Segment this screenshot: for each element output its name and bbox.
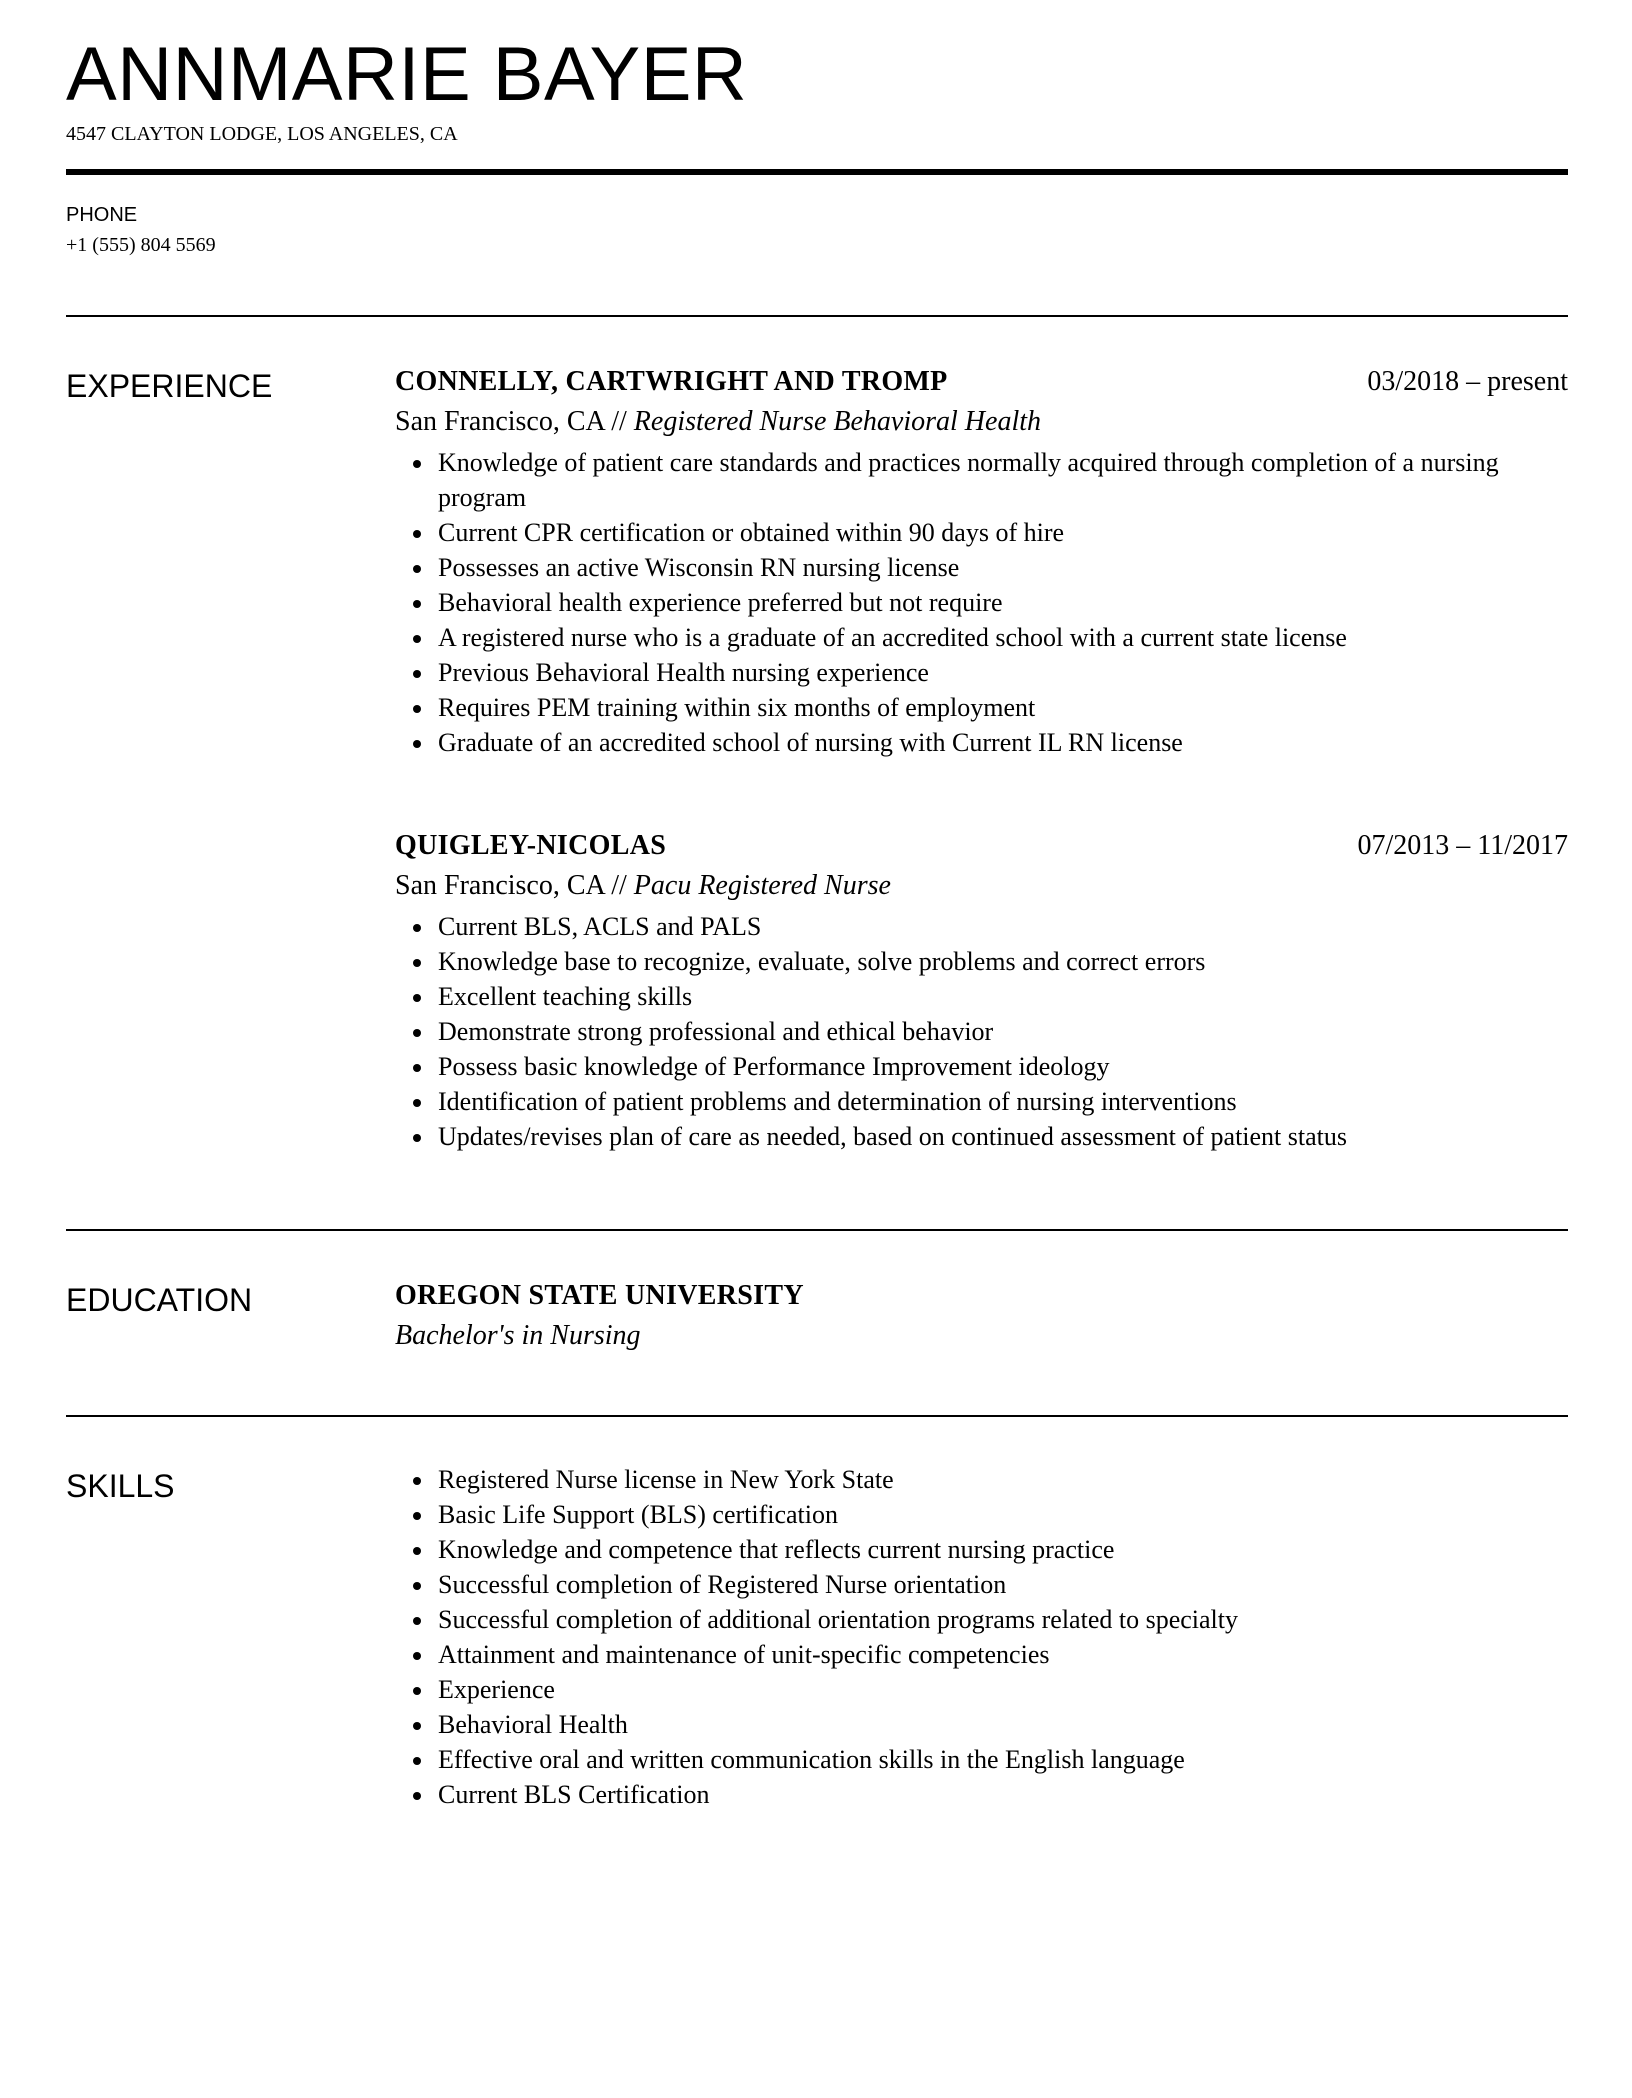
education-degree: Bachelor's in Nursing	[395, 1320, 641, 1351]
section-divider-experience	[66, 315, 1568, 317]
candidate-address: 4547 CLAYTON LODGE, LOS ANGELES, CA	[66, 123, 458, 145]
list-item: Previous Behavioral Health nursing experience	[438, 655, 1568, 690]
job-company: CONNELLY, CARTWRIGHT AND TROMP	[395, 366, 948, 397]
list-item: Attainment and maintenance of unit-specific competencies	[438, 1637, 1568, 1672]
list-item: Basic Life Support (BLS) certification	[438, 1497, 1568, 1532]
header-divider	[66, 169, 1568, 175]
list-item: Effective oral and written communication skills in the English language	[438, 1742, 1568, 1777]
list-item: Behavioral health experience preferred but not require	[438, 585, 1568, 620]
job-company: QUIGLEY-NICOLAS	[395, 830, 667, 861]
list-item: Requires PEM training within six months of employment	[438, 690, 1568, 725]
list-item: Updates/revises plan of care as needed, based on continued assessment of patient status	[438, 1119, 1568, 1154]
candidate-name: ANNMARIE BAYER	[66, 32, 748, 117]
job-entry	[395, 826, 1568, 1154]
list-item: Current BLS, ACLS and PALS	[438, 909, 1568, 944]
phone-value: +1 (555) 804 5569	[66, 234, 216, 256]
job-separator: //	[604, 870, 634, 901]
skills-section-title: SKILLS	[66, 1468, 175, 1504]
skills-entry	[395, 1462, 1568, 1812]
list-item: Experience	[438, 1672, 1568, 1707]
job-location: San Francisco, CA	[395, 870, 605, 901]
education-school: OREGON STATE UNIVERSITY	[395, 1280, 804, 1311]
job-bullet-list	[395, 909, 1568, 1154]
skills-list	[395, 1462, 1568, 1812]
experience-section-title: EXPERIENCE	[66, 368, 273, 404]
list-item: Knowledge and competence that reflects current nursing practice	[438, 1532, 1568, 1567]
list-item: Registered Nurse license in New York State	[438, 1462, 1568, 1497]
education-entry	[395, 1276, 1568, 1356]
list-item: Successful completion of additional orientation programs related to specialty	[438, 1602, 1568, 1637]
job-bullet-list	[395, 445, 1568, 760]
job-dates: 07/2013 – 11/2017	[1357, 830, 1568, 861]
section-divider-skills	[66, 1415, 1568, 1417]
job-separator: //	[604, 406, 634, 437]
job-location: San Francisco, CA	[395, 406, 605, 437]
phone-label: PHONE	[66, 204, 138, 226]
list-item: Current CPR certification or obtained within 90 days of hire	[438, 515, 1568, 550]
list-item: A registered nurse who is a graduate of an accredited school with a current state license	[438, 620, 1568, 655]
list-item: Behavioral Health	[438, 1707, 1568, 1742]
job-role: Pacu Registered Nurse	[633, 870, 891, 901]
job-header	[395, 362, 1568, 402]
job-entry	[395, 362, 1568, 760]
list-item: Possesses an active Wisconsin RN nursing license	[438, 550, 1568, 585]
education-section-title: EDUCATION	[66, 1282, 253, 1318]
list-item: Current BLS Certification	[438, 1777, 1568, 1812]
job-subline	[395, 402, 1568, 442]
job-subline	[395, 866, 1568, 906]
list-item: Excellent teaching skills	[438, 979, 1568, 1014]
job-dates: 03/2018 – present	[1367, 366, 1568, 397]
list-item: Demonstrate strong professional and ethical behavior	[438, 1014, 1568, 1049]
list-item: Identification of patient problems and determination of nursing interventions	[438, 1084, 1568, 1119]
job-header	[395, 826, 1568, 866]
list-item: Graduate of an accredited school of nursing with Current IL RN license	[438, 725, 1568, 760]
list-item: Successful completion of Registered Nurse orientation	[438, 1567, 1568, 1602]
section-divider-education	[66, 1229, 1568, 1231]
job-role: Registered Nurse Behavioral Health	[633, 406, 1041, 437]
list-item: Possess basic knowledge of Performance Improvement ideology	[438, 1049, 1568, 1084]
list-item: Knowledge of patient care standards and practices normally acquired through completion of a nursing program	[438, 445, 1568, 515]
list-item: Knowledge base to recognize, evaluate, solve problems and correct errors	[438, 944, 1568, 979]
